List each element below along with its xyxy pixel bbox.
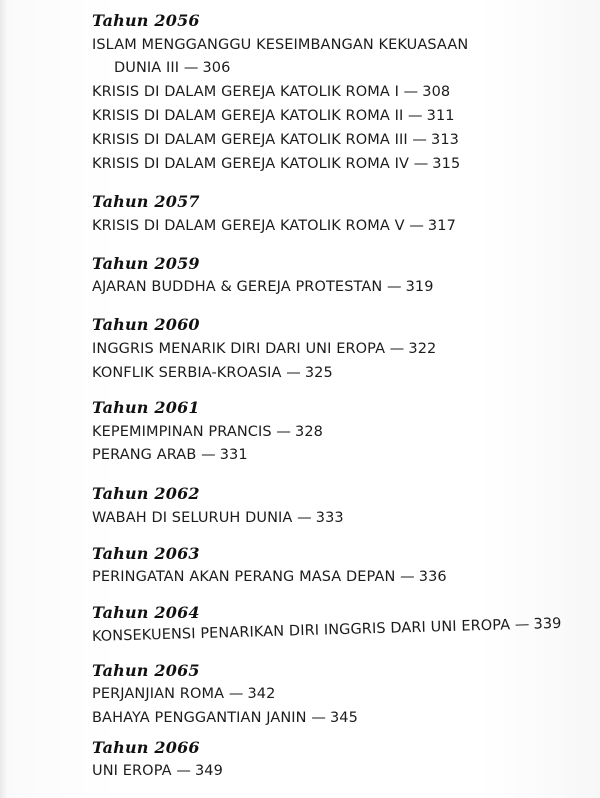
entry-title: KRISIS DI DALAM GEREJA KATOLIK ROMA IV — (92, 156, 429, 172)
toc-entry (92, 341, 436, 357)
entry-page-number: 328 (295, 424, 324, 440)
year-heading-2056: Tahun 2056 (92, 11, 200, 30)
toc-entry (92, 108, 455, 124)
entry-title: UNI EROPA — (92, 763, 191, 779)
entry-title: KRISIS DI DALAM GEREJA KATOLIK ROMA I — (92, 84, 419, 100)
entry-title: KRISIS DI DALAM GEREJA KATOLIK ROMA V — (92, 218, 424, 234)
entry-page-number: 339 (533, 615, 562, 633)
toc-entry (92, 447, 248, 463)
entry-page-number: 311 (426, 108, 455, 124)
toc-entry (92, 84, 450, 100)
toc-entry (92, 132, 459, 148)
entry-title: PERINGATAN AKAN PERANG MASA DEPAN — (92, 569, 415, 585)
entry-title: WABAH DI SELURUH DUNIA — (92, 510, 312, 526)
entry-title: KEPEMIMPINAN PRANCIS — (92, 424, 292, 440)
year-heading-2065: Tahun 2065 (92, 661, 200, 680)
entry-title: KRISIS DI DALAM GEREJA KATOLIK ROMA III — (92, 132, 428, 148)
entry-page-number: 331 (219, 447, 248, 463)
toc-entry (92, 424, 323, 440)
entry-page-number: 325 (304, 365, 333, 381)
entry-page-number: 308 (422, 84, 451, 100)
entry-title: PERJANJIAN ROMA — (92, 686, 244, 702)
toc-entry (92, 218, 456, 234)
toc-entry (92, 365, 333, 381)
toc-entry (92, 763, 223, 779)
year-heading-2062: Tahun 2062 (92, 484, 200, 503)
entry-title: AJARAN BUDDHA & GEREJA PROTESTAN — (92, 279, 402, 295)
toc-entry (92, 569, 447, 585)
entry-title: DUNIA III — (114, 60, 199, 76)
year-heading-2066: Tahun 2066 (92, 738, 200, 757)
entry-page-number: 319 (405, 279, 434, 295)
year-heading-2059: Tahun 2059 (92, 254, 200, 273)
toc-entry (92, 710, 358, 726)
entry-title: KONSEKUENSI PENARIKAN DIRI INGGRIS DARI UNI EROPA — (91, 616, 530, 645)
toc-entry (92, 686, 275, 702)
toc-entry (92, 37, 468, 53)
entry-page-number: 306 (202, 60, 231, 76)
toc-entry (114, 60, 230, 76)
entry-page-number: 315 (432, 156, 461, 172)
page-fold-shadow (0, 0, 8, 798)
entry-title: KRISIS DI DALAM GEREJA KATOLIK ROMA II — (92, 108, 423, 124)
toc-entry (92, 156, 460, 172)
year-heading-2063: Tahun 2063 (92, 544, 200, 563)
entry-page-number: 342 (247, 686, 276, 702)
entry-page-number: 313 (431, 132, 460, 148)
entry-title: KONFLIK SERBIA-KROASIA — (92, 365, 301, 381)
entry-title: INGGRIS MENARIK DIRI DARI UNI EROPA — (92, 341, 405, 357)
entry-page-number: 333 (315, 510, 344, 526)
entry-page-number: 322 (408, 341, 437, 357)
entry-page-number: 345 (329, 710, 358, 726)
year-heading-2061: Tahun 2061 (92, 398, 200, 417)
entry-page-number: 317 (427, 218, 456, 234)
year-heading-2060: Tahun 2060 (92, 315, 200, 334)
year-heading-2064: Tahun 2064 (92, 603, 200, 622)
entry-title: PERANG ARAB — (92, 447, 216, 463)
entry-page-number: 349 (194, 763, 223, 779)
entry-title: BAHAYA PENGGANTIAN JANIN — (92, 710, 326, 726)
year-heading-2057: Tahun 2057 (92, 192, 200, 211)
toc-entry (92, 510, 344, 526)
entry-page-number: 336 (418, 569, 447, 585)
entry-title: ISLAM MENGGANGGU KESEIMBANGAN KEKUASAAN (92, 37, 469, 53)
toc-entry (92, 279, 434, 295)
